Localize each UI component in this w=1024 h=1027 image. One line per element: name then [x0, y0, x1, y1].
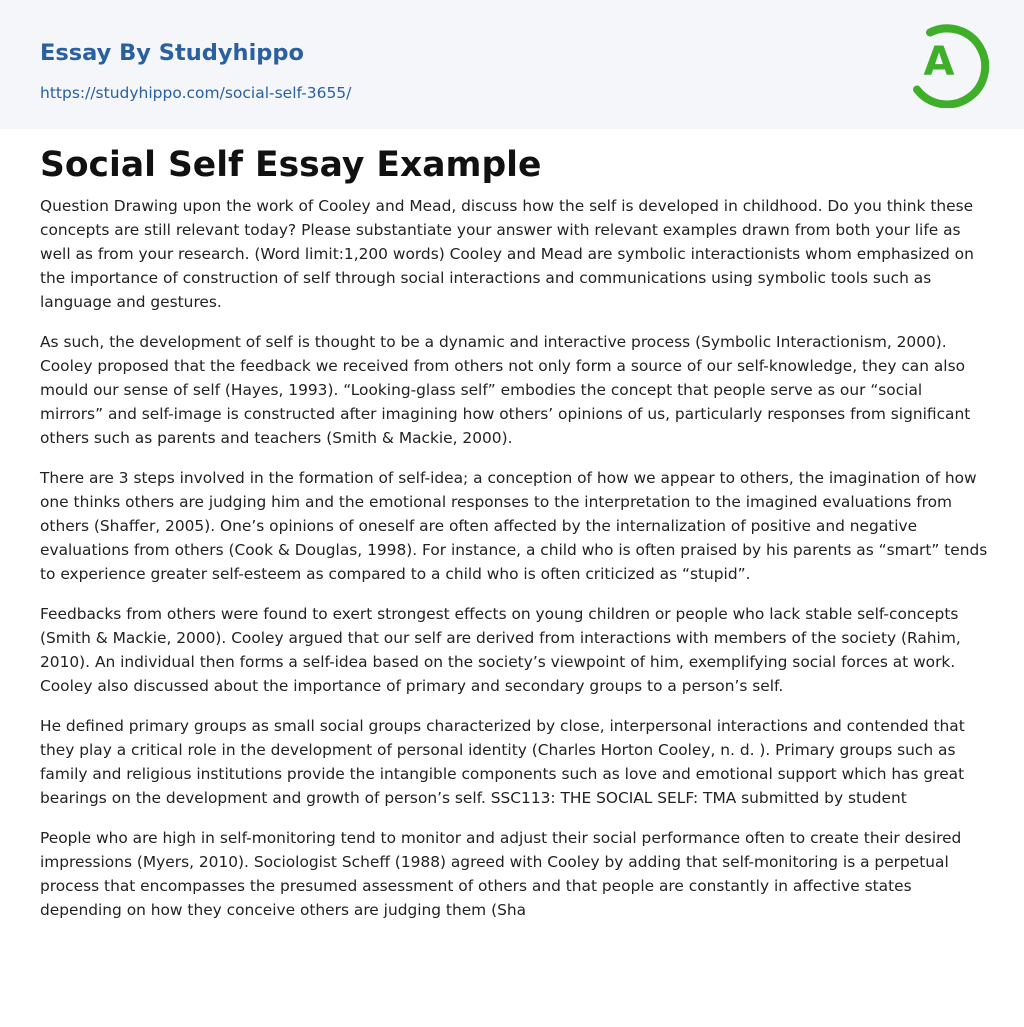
logo-letter: A [923, 39, 955, 85]
essay-paragraph-1: Question Drawing upon the work of Cooley and Mead, discuss how the self is developed in childhood. Do you think these concepts are still relevant today? Please substantiate your answer with relevant examples drawn from both your life as well as from your research. (Word limit:1,200 words) Cooley and Mead are symbolic interactionists whom emphasized on the importance of construction of self through social interactions and communications using symbolic tools such as language and gestures. [40, 197, 974, 311]
essay-paragraph-6: People who are high in self-monitoring tend to monitor and adjust their social performance often to create their desired impressions (Myers, 2010). Sociologist Scheff (1988) agreed with Cooley by adding that self-monitoring is a perpetual process that encompasses the presumed assessment of others and that people are constantly in affective states depending on how they conceive others are judging them (Sha [40, 829, 962, 919]
essay-url-link[interactable]: https://studyhippo.com/social-self-3655/ [40, 84, 352, 102]
essay-paragraph-4: Feedbacks from others were found to exert strongest effects on young children or people who lack stable self-concepts (Smith & Mackie, 2000). Cooley argued that our self are derived from interactions with members of the society (Rahim, 2010). An individual then forms a self-idea based on the society’s viewpoint of him, exemplifying social forces at work. Cooley also discussed about the importance of primary and secondary groups to a person’s self. [40, 605, 961, 695]
studyhippo-logo-icon[interactable] [906, 16, 990, 108]
essay-body [40, 194, 988, 938]
site-brand-title[interactable]: Essay By Studyhippo [40, 40, 304, 66]
site-header [0, 0, 1024, 129]
essay-paragraph-5: He defined primary groups as small social groups characterized by close, interpersonal interactions and contended that they play a critical role in the development of personal identity (Charles Horton Cooley, n. d. ). Primary groups such as family and religious institutions provide the intangible components such as love and emotional support which has great bearings on the development and growth of person’s self. SSC113: THE SOCIAL SELF: TMA submitted by student [40, 717, 965, 807]
essay-paragraph-3: There are 3 steps involved in the formation of self-idea; a conception of how we appear to others, the imagination of how one thinks others are judging him and the emotional responses to the interpretation to the imagined evaluations from others (Shaffer, 2005). One’s opinions of oneself are often affected by the internalization of positive and negative evaluations from others (Cook & Douglas, 1998). For instance, a child who is often praised by his parents as “smart” tends to experience greater self-esteem as compared to a child who is often criticized as “stupid”. [40, 469, 988, 583]
essay-paragraph-2: As such, the development of self is thought to be a dynamic and interactive process (Symbolic Interactionism, 2000). Cooley proposed that the feedback we received from others not only form a source of our self-knowledge, they can also mould our sense of self (Hayes, 1993). “Looking-glass self” embodies the concept that people serve as our “social mirrors” and self-image is constructed after imagining how others’ opinions of us, particularly responses from significant others such as parents and teachers (Smith & Mackie, 2000). [40, 333, 971, 447]
essay-title: Social Self Essay Example [40, 145, 542, 185]
